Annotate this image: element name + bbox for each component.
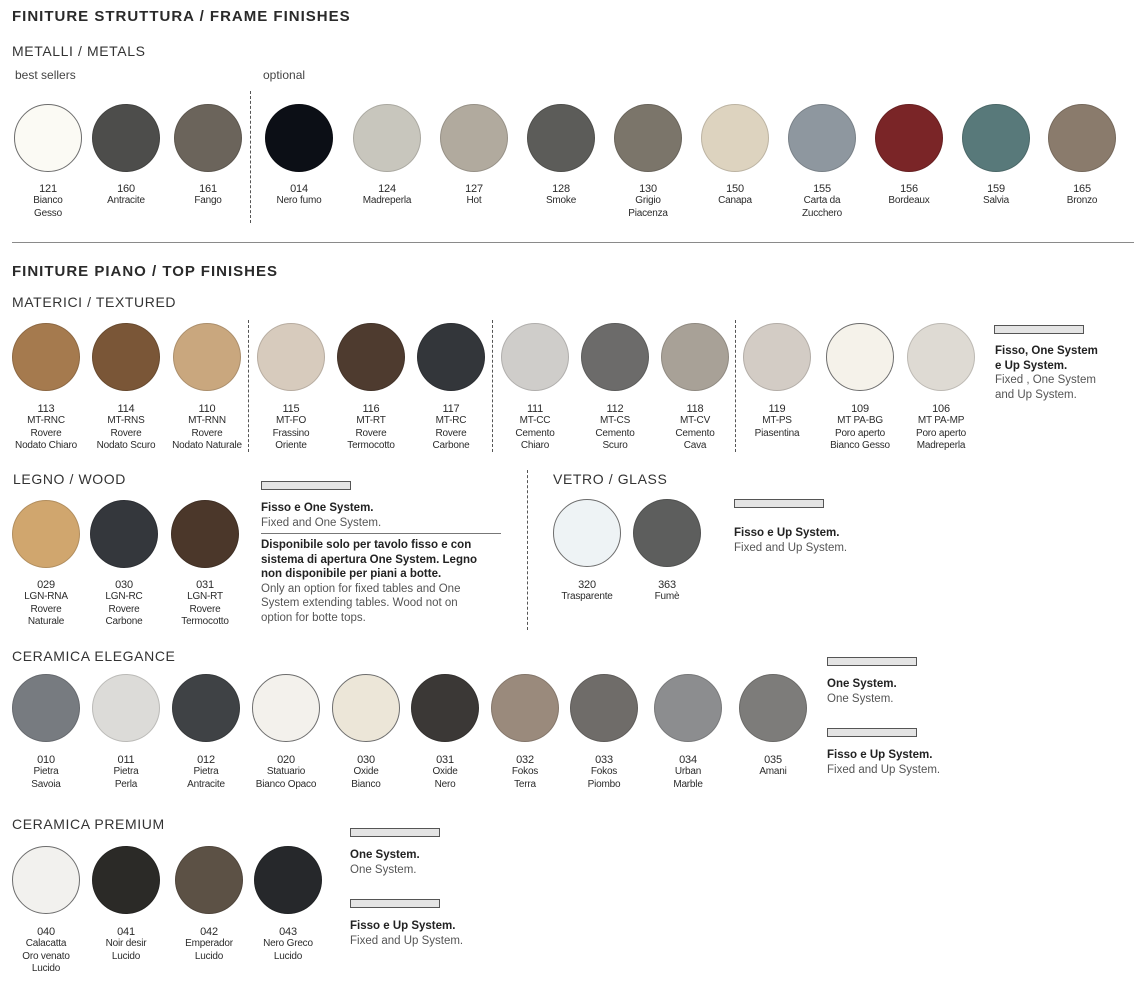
swatch-name: MT-CV	[679, 415, 711, 427]
swatch-code: 117	[442, 403, 460, 415]
swatch-name: Bianco	[351, 778, 381, 790]
swatch-name: MT PA-MP	[917, 415, 965, 427]
swatch-name: Termocotto	[347, 440, 395, 452]
swatch-caption	[640, 754, 736, 791]
swatch-116	[337, 323, 405, 391]
swatch-code: 011	[117, 754, 135, 766]
swatch-011	[92, 674, 160, 742]
swatch-name: MT-RNC	[27, 415, 65, 427]
swatch-code: 029	[37, 579, 55, 591]
wood-note2-text-2: System extending tables. Wood not on	[261, 597, 458, 609]
swatch-name: Frassino	[272, 427, 310, 439]
swatch-name: Nero fumo	[276, 195, 322, 207]
swatch-caption	[513, 183, 609, 208]
swatch-363	[633, 499, 701, 567]
wood-note2-text-1: Only an option for fixed tables and One	[261, 582, 461, 595]
swatch-name: Cemento	[675, 427, 715, 439]
swatch-name: MT-RNS	[107, 415, 145, 427]
swatch-012	[172, 674, 240, 742]
swatch-code: 034	[679, 754, 697, 766]
wood-note-2	[261, 538, 523, 625]
swatch-name: Bianco Opaco	[255, 778, 317, 790]
swatch-code: 165	[1073, 183, 1091, 195]
optional-label: optional	[263, 68, 306, 82]
swatch-name: Hot	[466, 195, 482, 207]
textured-note-bold-2: e Up System.	[995, 359, 1068, 372]
edge-profile-bar	[350, 828, 440, 837]
swatch-110	[173, 323, 241, 391]
swatch-caption	[159, 403, 255, 453]
swatch-name: Antracite	[187, 778, 225, 790]
premium-note-1	[350, 848, 500, 877]
swatch-name: Oriente	[275, 440, 307, 452]
swatch-124	[353, 104, 421, 172]
swatch-code: 109	[851, 403, 869, 415]
swatch-name: Rovere	[189, 603, 221, 615]
wood-note2-text-3: option for botte tops.	[261, 611, 366, 624]
swatch-code: 116	[362, 403, 380, 415]
swatch-name: Marble	[673, 778, 703, 790]
swatch-161	[174, 104, 242, 172]
swatch-code: 035	[764, 754, 782, 766]
swatch-name: Carbone	[432, 440, 470, 452]
swatch-name: Madreperla	[362, 195, 412, 207]
edge-profile-bar	[827, 728, 917, 737]
swatch-name: MT-CS	[599, 415, 631, 427]
swatch-name: MT-CC	[519, 415, 551, 427]
wood-note-separator	[261, 533, 501, 534]
premium-note2-text: Fixed and Up System.	[350, 934, 464, 947]
elegance-note1-bold: One System.	[827, 678, 897, 690]
swatch-caption	[339, 183, 435, 208]
swatch-name: Bordeaux	[888, 195, 930, 207]
swatch-name: Rovere	[110, 427, 142, 439]
swatch-014	[265, 104, 333, 172]
swatch-caption	[556, 754, 652, 791]
swatch-name: Salvia	[982, 195, 1010, 207]
swatch-name: Rovere	[435, 427, 467, 439]
swatch-name: Lucido	[194, 950, 224, 962]
swatch-155	[788, 104, 856, 172]
swatch-name: Zucchero	[801, 207, 843, 219]
swatch-name: Canapa	[718, 195, 752, 207]
swatch-code: 012	[197, 754, 215, 766]
swatch-name: LGN-RC	[105, 591, 143, 603]
swatch-name: Lucido	[273, 950, 303, 962]
swatch-name: Lucido	[31, 963, 61, 975]
swatch-code: 115	[282, 403, 300, 415]
swatch-name: Fokos	[511, 766, 539, 778]
swatch-code: 041	[117, 926, 135, 938]
swatch-name: Pietra	[193, 766, 219, 778]
swatch-name: Savoia	[31, 778, 61, 790]
swatch-code: 150	[726, 183, 744, 195]
swatch-name: Piasentina	[754, 427, 800, 439]
swatch-031	[171, 500, 239, 568]
swatch-name: LGN-RT	[187, 591, 223, 603]
swatch-name: MT-RC	[435, 415, 467, 427]
elegance-note2-text: Fixed and Up System.	[827, 763, 941, 776]
swatch-code: 113	[37, 403, 55, 415]
wood-note2-bold-3: non disponibile per piani a botte.	[261, 568, 442, 580]
swatch-caption	[426, 183, 522, 208]
swatch-code: 114	[117, 403, 135, 415]
frame-finishes-title: FINITURE STRUTTURA / FRAME FINISHES	[12, 8, 351, 25]
swatch-130	[614, 104, 682, 172]
swatch-code: 106	[932, 403, 950, 415]
swatch-name: Oxide	[353, 766, 379, 778]
elegance-note-1	[827, 677, 977, 706]
elegance-note2-bold: Fisso e Up System.	[827, 749, 933, 761]
swatch-150	[701, 104, 769, 172]
swatch-name: MT-RT	[356, 415, 386, 427]
swatch-code: 124	[378, 183, 396, 195]
swatch-caption	[729, 403, 825, 440]
wood-label: LEGNO / WOOD	[13, 471, 126, 487]
swatch-code: 031	[196, 579, 214, 591]
swatch-code: 160	[117, 183, 135, 195]
swatch-code: 033	[595, 754, 613, 766]
best-sellers-label: best sellers	[15, 68, 76, 82]
swatch-code: 042	[200, 926, 218, 938]
wood-note-1	[261, 501, 511, 530]
swatch-029	[12, 500, 80, 568]
textured-note-text-2: and Up System.	[995, 388, 1077, 401]
swatch-code: 155	[813, 183, 831, 195]
swatch-name: Fango	[194, 195, 222, 207]
swatch-320	[553, 499, 621, 567]
swatch-caption	[893, 403, 989, 453]
swatch-name: Madreperla	[916, 440, 966, 452]
swatch-code: 127	[465, 183, 483, 195]
wood-note1-bold: Fisso e One System.	[261, 502, 374, 514]
swatch-name: Amani	[759, 766, 787, 778]
swatch-caption	[157, 579, 253, 629]
swatch-code: 032	[516, 754, 534, 766]
glass-note-text: Fixed and Up System.	[734, 541, 848, 554]
premium-label: CERAMICA PREMIUM	[12, 816, 165, 832]
swatch-156	[875, 104, 943, 172]
swatch-code: 014	[290, 183, 308, 195]
swatch-name: LGN-RNA	[24, 591, 68, 603]
swatch-code: 043	[279, 926, 297, 938]
swatch-caption	[78, 926, 174, 963]
swatch-name: Poro aperto	[834, 427, 886, 439]
textured-note-text-1: Fixed , One System	[995, 374, 1096, 386]
swatch-name: Carbone	[105, 616, 143, 628]
edge-profile-bar	[994, 325, 1084, 334]
swatch-name: Antracite	[107, 195, 145, 207]
swatch-020	[252, 674, 320, 742]
swatch-caption	[1034, 183, 1130, 208]
swatch-name: Statuario	[266, 766, 306, 778]
swatch-043	[254, 846, 322, 914]
elegance-label: CERAMICA ELEGANCE	[12, 648, 176, 664]
swatch-name: Cemento	[515, 427, 555, 439]
swatch-name: Fokos	[590, 766, 618, 778]
swatch-109	[826, 323, 894, 391]
wood-glass-divider	[527, 470, 528, 630]
swatch-code: 119	[768, 403, 786, 415]
swatch-030	[332, 674, 400, 742]
swatch-code: 121	[39, 183, 57, 195]
swatch-code: 010	[37, 754, 55, 766]
swatch-code: 112	[606, 403, 624, 415]
swatch-code: 320	[578, 579, 596, 591]
swatch-name: Termocotto	[181, 616, 229, 628]
wood-note1-text: Fixed and One System.	[261, 516, 382, 529]
swatch-031	[411, 674, 479, 742]
swatch-code: 110	[198, 403, 216, 415]
swatch-115	[257, 323, 325, 391]
swatch-name: Nodato Naturale	[172, 440, 242, 452]
swatch-name: Piombo	[587, 778, 621, 790]
swatch-117	[417, 323, 485, 391]
swatch-caption	[774, 183, 870, 220]
section-divider	[12, 242, 1134, 243]
swatch-name: Terra	[514, 778, 536, 790]
swatch-caption	[948, 183, 1044, 208]
swatch-name: Emperador	[185, 938, 233, 950]
top-finishes-title: FINITURE PIANO / TOP FINISHES	[12, 263, 278, 280]
swatch-114	[92, 323, 160, 391]
swatch-code: 130	[639, 183, 657, 195]
swatch-128	[527, 104, 595, 172]
swatch-name: Bianco	[33, 195, 63, 207]
swatch-name: Cemento	[595, 427, 635, 439]
swatch-code: 156	[900, 183, 918, 195]
swatch-caption	[687, 183, 783, 208]
swatch-name: Poro aperto	[915, 427, 967, 439]
swatch-119	[743, 323, 811, 391]
swatch-name: Pietra	[33, 766, 59, 778]
swatch-160	[92, 104, 160, 172]
metals-label: METALLI / METALS	[12, 43, 146, 59]
premium-note-2	[350, 919, 500, 948]
swatch-code: 161	[199, 183, 217, 195]
edge-profile-bar	[350, 899, 440, 908]
swatch-name: Gesso	[34, 207, 62, 219]
swatch-code: 159	[987, 183, 1005, 195]
swatch-name: Nero Greco	[263, 938, 313, 950]
swatch-042	[175, 846, 243, 914]
swatch-name: Piacenza	[628, 207, 668, 219]
swatch-name: Lucido	[111, 950, 141, 962]
swatch-name: Nodato Chiaro	[15, 440, 77, 452]
swatch-name: Rovere	[108, 603, 140, 615]
swatch-caption	[861, 183, 957, 208]
swatch-name: Smoke	[545, 195, 577, 207]
edge-profile-bar	[827, 657, 917, 666]
glass-label: VETRO / GLASS	[553, 471, 668, 487]
swatch-name: Nodato Scuro	[96, 440, 156, 452]
swatch-code: 030	[357, 754, 375, 766]
swatch-name: Calacatta	[25, 938, 67, 950]
swatch-111	[501, 323, 569, 391]
swatch-caption	[725, 754, 821, 779]
swatch-127	[440, 104, 508, 172]
swatch-name: MT PA-BG	[837, 415, 883, 427]
swatch-name: Oxide	[432, 766, 458, 778]
swatch-code: 020	[277, 754, 295, 766]
swatch-caption	[240, 926, 336, 963]
swatch-033	[570, 674, 638, 742]
swatch-name: Rovere	[355, 427, 387, 439]
swatch-caption	[600, 183, 696, 220]
swatch-name: Noir desir	[105, 938, 147, 950]
glass-note-bold: Fisso e Up System.	[734, 527, 840, 539]
swatch-name: Grigio	[635, 195, 661, 207]
swatch-030	[90, 500, 158, 568]
swatch-032	[491, 674, 559, 742]
wood-note2-bold-1: Disponibile solo per tavolo fisso e con	[261, 539, 472, 551]
swatch-010	[12, 674, 80, 742]
swatch-name: Rovere	[30, 603, 62, 615]
swatch-name: Oro venato	[22, 950, 70, 962]
swatch-035	[739, 674, 807, 742]
swatch-106	[907, 323, 975, 391]
swatch-165	[1048, 104, 1116, 172]
swatch-name: MT-RNN	[188, 415, 226, 427]
swatch-name: Carta da	[803, 195, 841, 207]
elegance-note1-text: One System.	[827, 692, 894, 705]
swatch-041	[92, 846, 160, 914]
swatch-159	[962, 104, 1030, 172]
swatch-name: Naturale	[27, 616, 65, 628]
swatch-name: Fumè	[654, 591, 680, 603]
swatch-name: Scuro	[602, 440, 628, 452]
swatch-121	[14, 104, 82, 172]
edge-profile-bar	[734, 499, 824, 508]
swatch-name: Bianco Gesso	[830, 440, 890, 452]
swatch-caption	[251, 183, 347, 208]
swatch-caption	[160, 183, 256, 208]
swatch-code: 128	[552, 183, 570, 195]
swatch-118	[661, 323, 729, 391]
swatch-name: Trasparente	[561, 591, 613, 603]
swatch-name: Pietra	[113, 766, 139, 778]
swatch-name: Rovere	[191, 427, 223, 439]
premium-note1-bold: One System.	[350, 849, 420, 861]
edge-profile-bar	[261, 481, 351, 490]
swatch-113	[12, 323, 80, 391]
textured-note-bold-1: Fisso, One System	[995, 345, 1098, 357]
glass-note	[734, 526, 884, 555]
swatch-112	[581, 323, 649, 391]
swatch-name: MT-PS	[762, 415, 792, 427]
swatch-name: Perla	[114, 778, 138, 790]
swatch-caption	[403, 403, 499, 453]
swatch-name: Nero	[434, 778, 456, 790]
swatch-code: 118	[686, 403, 704, 415]
textured-label: MATERICI / TEXTURED	[12, 294, 177, 310]
swatch-040	[12, 846, 80, 914]
swatch-name: MT-FO	[275, 415, 307, 427]
premium-note1-text: One System.	[350, 863, 417, 876]
premium-note2-bold: Fisso e Up System.	[350, 920, 456, 932]
swatch-name: Chiaro	[520, 440, 550, 452]
swatch-name: Cava	[683, 440, 707, 452]
elegance-note-2	[827, 748, 977, 777]
swatch-name: Bronzo	[1066, 195, 1098, 207]
swatch-name: Urban	[674, 766, 702, 778]
swatch-code: 030	[115, 579, 133, 591]
swatch-code: 031	[436, 754, 454, 766]
textured-note	[995, 344, 1130, 402]
swatch-name: Rovere	[30, 427, 62, 439]
wood-note2-bold-2: sistema di apertura One System. Legno	[261, 553, 478, 566]
swatch-code: 363	[658, 579, 676, 591]
swatch-034	[654, 674, 722, 742]
swatch-code: 111	[526, 403, 544, 415]
swatch-code: 040	[37, 926, 55, 938]
swatch-caption	[619, 579, 715, 604]
